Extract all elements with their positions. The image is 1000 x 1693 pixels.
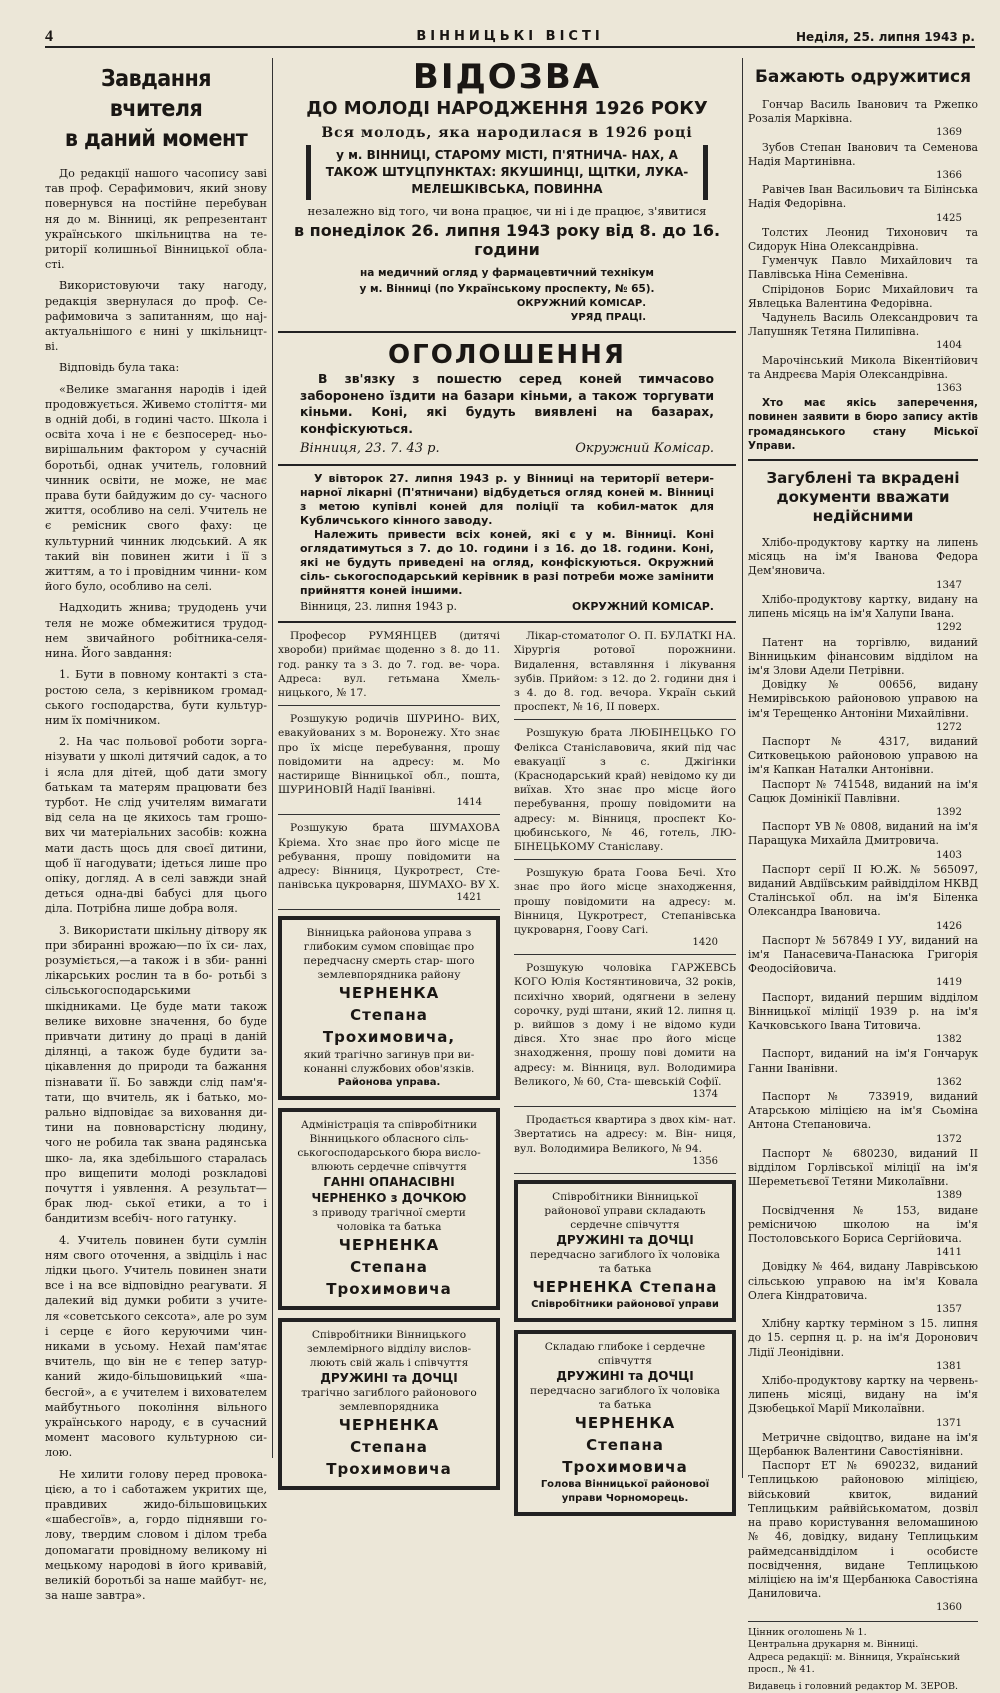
ads-right-column <box>514 629 736 1524</box>
notice-paragraph: У вівторок 27. липня 1943 р. у Вінниці на території ветери- нарної лікарні (П'ятничани) відбудеться огляд коней м. Вінниці з метою купівлі коней для поліції та кобил-маток для Кубличського кінного заводу. <box>300 472 714 528</box>
lost-doc-entry <box>748 1090 978 1147</box>
lost-doc-text: Паспорт, виданий першим відділом Вінницької міліції 1939 р. на ім'я Качковського Івана Титовича. <box>748 990 978 1032</box>
article-paragraph: Не хилити голову перед провока- цією, а то і саботажем укритих ще, правдивих жидо-більшовицьких «шабесгоїв», а, гордо піднявши го- лову, твердим словом і ділом треба допомагати провідному великому ні мецькому народові в його кривавій, великій боротьбі за наше майбут- нє, за наше завтра». <box>45 1467 267 1603</box>
marriage-entry <box>748 183 978 226</box>
ad-number: 1420 <box>692 937 718 949</box>
lost-docs-title: Загублені та вкрадені документи вважати недійсними <box>766 469 960 526</box>
entry-number: 1403 <box>936 849 962 861</box>
divider <box>748 1621 978 1622</box>
lost-doc-entry <box>748 1204 978 1261</box>
vidozva-note: незалежно від того, чи вона працює, чи ні і де працює, з'явитися <box>307 204 707 218</box>
entry-number: 1426 <box>936 920 962 932</box>
lost-doc-entry <box>748 991 978 1048</box>
ad-text: Розшукую брата ШУМАХОВА Кріема. Хто знає про його місце пе ребування, прошу повідомити на адресу: Вінниця, Цукротрест, Сте- панівська цукроварня, ШУМАХО- ВУ Х. <box>278 822 500 892</box>
divider <box>278 464 736 466</box>
entry-number: 1425 <box>936 212 962 224</box>
entry-number: 1362 <box>936 1076 962 1088</box>
entry-number: 1381 <box>936 1360 962 1372</box>
entry-number: 1363 <box>936 383 962 395</box>
vidozva-subtitle: ДО МОЛОДІ НАРОДЖЕННЯ 1926 РОКУ <box>306 98 708 119</box>
ad-text: Розшукую брата Гоова Бечі. Хто знає про його місце знаходження, прошу повідомити на адресу: м. Вінниця, Цукротрест, Степанівська цукроварня, Гоову Сагі. <box>514 867 736 937</box>
marriage-entry <box>748 254 978 282</box>
vidozva-places: у м. ВІННИЦІ, СТАРОМУ МІСТІ, П'ЯТНИЧА- НАХ, А ТАКОЖ ШТУЦПУНКТАХ: ЯКУШИНЦІ, ЩІТКИ, ЛУКА-МЕЛЕШКІВСЬКА, ПОВИННА <box>306 145 708 200</box>
vidozva-title: ВІДОЗВА <box>412 57 602 97</box>
marriage-entry <box>748 141 978 184</box>
ad-text: Лікар-стоматолог О. П. БУЛАТКІ НА. Хірургія ротової порожнини. Видалення, вставляння і лікування зубів. Прийом: з 12. до 2. години дня і з 4. до 8. год. вечора. Україн ський проспект, № 16, II поверх. <box>514 630 736 714</box>
lost-doc-entry <box>748 863 978 934</box>
vidozva-footer-1: на медичний огляд у фармацевтичний технікум <box>359 267 655 280</box>
lost-doc-entry <box>748 536 978 593</box>
entry-number: 1272 <box>936 721 962 733</box>
lost-doc-text: Паспорт № 680230, виданий II відділом Горлівської міліції на ім'я Шереметьєвої Тетяни Миколаївни. <box>748 1146 978 1189</box>
lost-doc-entry <box>748 1431 978 1459</box>
article-paragraph: «Велике змагання народів і ідей продовжується. Живемо століття- ми в одній добі, в годині часто. Школа і освіта хоча і не є безпосеред- ньо-вирішальним фактором у сучасній боротьбі, однак учитель, головний чинник освіти, не може, не має права бути байдужим до су- часного життя, особливо на селі. Учитель не є ремісник свого фаху: це культурний чинник людський. А як такий він повинен жити і її з життям, а то і провідним чинни- ком його було, особливо на селі. <box>45 382 267 594</box>
lost-doc-entry <box>748 593 978 636</box>
marriage-entry <box>748 98 978 141</box>
marriage-names: Гуменчук Павло Михайлович та Павлівська Ніна Семенівна. <box>748 254 978 282</box>
lost-doc-text: Довідку № 00656, видану Немирівською районовою управою на ім'я Терещенко Антоніни Михайлівни. <box>748 678 978 720</box>
classified-ad <box>514 866 736 955</box>
entry-number: 1392 <box>936 806 962 818</box>
marriage-names: Толстих Леонид Тихонович та Сидорук Ніна Олександрівна. <box>748 225 978 254</box>
newspaper-title: ВІННИЦЬКІ ВІСТІ <box>416 29 604 44</box>
entry-number: 1382 <box>936 1034 962 1046</box>
lost-doc-text: Хлібну картку терміном з 15. липня до 15. серпня ц. р. на ім'я Доронович Лідії Леонідівни. <box>748 1317 978 1359</box>
marriage-names: Гончар Василь Іванович та Ржепко Розалія Марківна. <box>748 98 978 126</box>
marriage-names: Спірідонов Борис Михайлович та Явлецька Валентина Федорівна. <box>748 282 978 310</box>
classified-ad <box>514 961 736 1107</box>
lost-doc-text: Паспорт, виданий на ім'я Гончарук Ганни Іванівни. <box>748 1047 978 1075</box>
classified-ad <box>514 629 736 720</box>
notice-footer: Вінниця, 23. липня 1943 р. ОКРУЖНИЙ КОМІСАР. <box>300 600 714 614</box>
lost-doc-entry <box>748 1047 978 1090</box>
entry-number: 1419 <box>936 977 962 989</box>
vidozva-signature-1: ОКРУЖНИЙ КОМІСАР. <box>516 298 646 310</box>
ad-text: Розшукую брата ЛЮБІНЕЦЬКО ГО Фелікса Станіславовича, який під час евакуації з с. Джігінки (Краснодарський край) невідомо ку ди виїхав. Хто знає про місце його перебування, прошу повідомити на адресу: м. Вінниця, проспект Ко- цюбинського, № 46, готель, ЛЮ- БІНЕЦЬКОМУ Станіславу. <box>514 727 736 854</box>
ogoloshennia-text: В зв'язку з пошестю серед коней тимчасово заборонено їздити на базари кіньми, а також торгувати кіньми. Коні, які будуть виявлені на базарах, конфіскуються. <box>300 371 714 436</box>
entry-number: 1404 <box>936 340 962 352</box>
classified-ad <box>278 629 500 706</box>
lost-docs-list <box>748 536 978 1615</box>
article-paragraph: Надходить жнива; трудодень учи теля не може обмежитися трудод- нем звичайного робітника-селя- нина. Його завдання: <box>45 601 267 661</box>
marriages-objection: Хто має якісь заперечення, повинен заявити в бюро запису актів громадянського стану Міської Управи. <box>748 397 978 452</box>
issue-date: Неділя, 25. липня 1943 р. <box>795 30 975 44</box>
lost-doc-text: Посвідчення № 153, видане ремісничою школою на ім'я Постоловського Бориса Сергійовича. <box>748 1203 978 1246</box>
horse-inspection-notice <box>278 472 736 615</box>
divider <box>514 1173 736 1174</box>
lost-doc-text: Хлібо-продуктову картку на липень місяць на ім'я Іванова Федора Дем'яновича. <box>748 536 978 578</box>
lost-doc-entry <box>748 820 978 863</box>
article-paragraph: 4. Учитель повинен бути сумлін ням свого оточення, а звідціль і нас лідки цього. Учитель повинен знати все і на все відповідно реагувати. Я далекий від думки робити з учите- ля «советського сексота», але ро зум і серце є його керуючими чин- никами в усьому. Нехай пам'ятає вчитель, що він не є тепер затур- каний жидо-більшовицький «ша- бесгой», а є учителем і вихователем майбутнього покоління вільного українського народу, є в сучасний момент масового культурною си- лою. <box>45 1233 267 1460</box>
article-body <box>45 166 267 1603</box>
entry-number: 1347 <box>936 579 962 591</box>
vidozva-signature-2: УРЯД ПРАЦІ. <box>570 312 646 324</box>
divider <box>278 909 500 910</box>
marriage-names: Марочінський Микола Вікентійович та Андреєва Марія Олександрівна. <box>748 353 978 381</box>
ad-text: Продається квартира з двох кім- нат. Звертатись на адресу: м. Він- ниця, вул. Володимира Великого, № 94. <box>514 1114 736 1155</box>
ad-number: 1356 <box>692 1155 718 1167</box>
lost-doc-text: Хлібо-продуктову картку, видану на липень місяць на ім'я Халупи Івана. <box>748 592 978 621</box>
lost-doc-entry <box>748 1260 978 1317</box>
entry-number: 1369 <box>936 127 962 139</box>
ads-area <box>278 629 736 1524</box>
article-paragraph: 2. На час польової роботи зорга- нізувати у школі дитячий садок, а то і ясла для дітей, щоб дати змогу батькам та матерям працювати без турбот. Не слід учителям вимагати від села на це якихось там грошо- вих чи матеріальних засобів: кожна мати дасть щось для своєї дитини, щоб її нагодувати; ідеться лише про опіку, догляд. А в селі завжди знай деться одна-дві бабусі для цього діла. Потрібна лише добра воля. <box>45 735 267 916</box>
lost-doc-text: Паспорт № 567849 I УУ, виданий на ім'я Панасевича-Панасюка Григорія Феодосійовича. <box>748 933 978 976</box>
lost-doc-text: Паспорт № 741548, виданий на ім'я Сацюк Домінікії Павлівни. <box>748 777 978 805</box>
lost-doc-entry <box>748 934 978 991</box>
divider <box>514 954 736 955</box>
entry-number: 1292 <box>936 622 962 634</box>
classified-ad <box>514 726 736 860</box>
ad-number: 1374 <box>692 1089 718 1101</box>
marriage-entry <box>748 283 978 311</box>
classified-ad <box>278 821 500 910</box>
right-column <box>748 58 978 1692</box>
lost-doc-text: Паспорт ЕТ № 690232, виданий Теплицькою районовою міліцією, військовий квиток, виданий Теплицьким райвійськоматом, дозвіл на право користування веломашиною № 46, довідку, видану Теплицьким раймедсанвідділом і особисте посвідчення, видане Теплицькою міліцією на ім'я Щербанюка Савостіяна Даниловича. <box>748 1459 978 1601</box>
ad-number: 1414 <box>456 797 482 809</box>
divider <box>278 331 736 333</box>
marriages-list <box>748 98 978 396</box>
lost-doc-text: Хлібо-продуктову картку на червень-липень місяці, видану на ім'я Дзюбецької Марії Миколаївни. <box>748 1374 978 1416</box>
classified-ad <box>278 712 500 815</box>
lost-doc-text: Довідку № 464, видану Лаврівською сільською управою на ім'я Ковала Олега Кіндратовича. <box>748 1260 978 1302</box>
lost-doc-entry <box>748 1374 978 1431</box>
page-number: 4 <box>45 28 53 45</box>
entry-number: 1357 <box>936 1304 962 1316</box>
entry-number: 1371 <box>936 1417 962 1429</box>
article-paragraph: Використовуючи таку нагоду, редакція звернулася до проф. Се- рафимовича з запитанням, що нај- актуальнішого є нині у шкільницт- ві. <box>45 279 267 354</box>
divider <box>514 859 736 860</box>
lost-doc-text: Паспорт серії II Ю.Ж. № 565097, виданий Авдіївським райвідділом НКВД Сталінської обл. на ім'я Біленка Олександра Івановича. <box>748 862 978 919</box>
lost-doc-text: Паспорт УВ № 0808, виданий на ім'я Паращука Михайла Дмитровича. <box>748 820 978 848</box>
divider <box>514 1106 736 1107</box>
column-rule-right <box>742 58 743 1478</box>
lost-doc-entry <box>748 1459 978 1615</box>
mourning-notice: Співробітники Вінницької районової управи складають сердечне співчуття ДРУЖИНІ та ДОЧЦІ передчасно загиблого їх чоловіка та батька ЧЕРНЕНКА Степана Співробітники районової управи <box>514 1180 736 1322</box>
lost-doc-text: Патент на торгівлю, виданий Вінницьким фінансовим відділом на ім'я Злови Адели Петрівни. <box>748 635 978 677</box>
marriage-entry <box>748 354 978 397</box>
lost-doc-text: Паспорт № 733919, виданий Атарською міліцією на ім'я Сьоміна Антона Степановича. <box>748 1090 978 1132</box>
lost-doc-text: Паспорт № 4317, виданий Ситковецькою районовою управою на ім'я Капкан Наталки Антонівни. <box>748 734 978 777</box>
article-paragraph: 3. Використати шкільну дітвору як при збиранні врожаю—по їх си- лах, розуміється,—а також і в зби- ранні лікарських рослин та в бо- ротьбі з сільськогосподарськими шкідниками. Це буде мати також велике виховне значення, бо буде привчати дитину до праці в даній ділянці, а також буде будити за- цікавлення до природи та бажання пізнавати її. Бо завжди слід пам'я- тати, що вчитель, як і батько, мо- рально відповідає за виховання ди- тини на повноварстісну людину, чого не робила так звана радянська шко- ла, яка здебільшого старалась про вищепити молоді розкладові почуття і уявлення. А результат—брак люд- ської етики, а то і бандитизм всебіч- ного гатунку. <box>45 923 267 1226</box>
ad-text: Професор РУМЯНЦЕВ (дитячі хвороби) приймає щоденно з 8. до 11. год. ранку та з 3. до 7. год. ве- чора. Адреса: вул. гетьмана Хмель- ницького, № 17. <box>278 630 500 700</box>
vidozva-lead: Вся молодь, яка народилася в 1926 році <box>321 125 693 141</box>
ads-left-column <box>278 629 500 1524</box>
entry-number: 1411 <box>936 1247 962 1259</box>
center-column <box>278 57 736 1504</box>
article-paragraph: До редакції нашого часопису заві тав проф. Серафимович, який знову повернувся на постійне перебуван ня до м. Вінниці, як репрезентант українського шкільництва на те- риторії колишньої Вінницької обла- сті. <box>45 167 267 272</box>
article-teacher-tasks <box>45 58 267 1603</box>
article-paragraph: Відповідь була така: <box>59 361 180 375</box>
entry-number: 1366 <box>936 170 962 182</box>
article-paragraph: 1. Бути в повному контакті з ста- ростою села, з керівником громад- ського господарства, бути культур- ним їх помічником. <box>45 668 267 727</box>
vidozva-appeal <box>278 58 736 325</box>
marriage-names: Чадунель Василь Олександрович та Лапушняк Тетяна Пилипівна. <box>748 311 978 339</box>
publisher-info: Цінник оголошень № 1. Центральна друкарня м. Вінниці. Адреса редакції: м. Вінниця, Український просп., № 41. Видавець і головний редактор М. ЗЕРОВ. <box>748 1626 960 1692</box>
lost-doc-entry <box>748 1147 978 1204</box>
masthead <box>45 26 975 48</box>
ogoloshennia-footer: Вінниця, 23. 7. 43 р. Окружний Комісар. <box>300 441 714 457</box>
ad-text: Розшукую родичів ШУРИНО- ВИХ, евакуйованих з м. Воронежу. Хто знає про їх місце перебування, прошу повідомити на адресу: м. Мо настирище Вінницької обл., пошта, ШУРИНОВІЙ Надії Іванівні. <box>278 713 500 797</box>
notice-paragraph: Належить привести всіх коней, які є у м. Вінниці. Коні оглядатимуться з 7. до 10. години і з 16. до 18. години. Коні, які не будуть приведені на огляд, конфіскуються. Окружний сіль- ськогосподарський керівник в разі потреби може замінити прийняття коней іншими. <box>300 528 714 598</box>
classified-ad <box>514 1113 736 1174</box>
divider <box>278 814 500 815</box>
entry-number: 1360 <box>936 1602 962 1614</box>
lost-doc-entry <box>748 778 978 821</box>
ad-text: Розшукую чоловіка ГАРЖЕВСЬ КОГО Юлія Костянтиновича, 32 років, психічно хворий, одягнени в зелену сорочку, руді штани, який 12. липня ц. р. вийшов з дому і не відомо куди дівся. Хто знає про його місце знаходження, прошу пові домити на адресу: м. Вінниця, вул. Володимира Великого, № 60, Ста- шевській Софії. <box>514 962 736 1088</box>
divider <box>278 705 500 706</box>
entry-number: 1372 <box>936 1133 962 1145</box>
marriages-title: Бажають одружитися <box>754 67 972 87</box>
mourning-notice: Складаю глибоке і сердечне співчуття ДРУЖИНІ та ДОЧЦІ передчасно загиблого їх чоловіка та батька ЧЕРНЕНКА Степана Трохимовича Голова Вінницької районової управи Чорноморець. <box>514 1330 736 1516</box>
lost-doc-entry <box>748 1317 978 1374</box>
divider <box>278 621 736 623</box>
article-title: Завдання вчителя в даний момент <box>64 66 248 152</box>
marriage-names: Зубов Степан Іванович та Семенова Надія Мартинівна. <box>748 140 978 168</box>
mourning-notice: Адміністрація та співробітники Вінницького обласного сіль- ськогосподарського бюра висло- влюють сердечне співчуття ГАННІ ОПАНАСІВНІ ЧЕРНЕНКО з ДОЧКОЮ з приводу трагічної смерти чоловіка та батька ЧЕРНЕНКА Степана Трохимовича <box>278 1108 500 1310</box>
divider <box>514 719 736 720</box>
lost-doc-text: Метричне свідоцтво, видане на ім'я Щербанюк Валентини Савостіянівни. <box>748 1430 978 1459</box>
vidozva-date: в понеділок 26. липня 1943 року від 8. до 16. години <box>293 221 721 260</box>
marriage-entry <box>748 311 978 354</box>
marriage-entry <box>748 226 978 254</box>
lost-doc-entry <box>748 678 978 735</box>
ad-number: 1421 <box>456 892 482 904</box>
mourning-notice: Співробітники Вінницького землемірного відділу вислов- люють свій жаль і співчуття ДРУЖИНІ та ДОЧЦІ трагічно загиблого районового землевпорядника ЧЕРНЕНКА Степана Трохимовича <box>278 1318 500 1490</box>
vidozva-footer-2: у м. Вінниці (по Українському проспекту, № 65). <box>359 283 655 296</box>
mourning-notice: Вінницька районова управа з глибоким сумом сповіщає про передчасну смерть стар- шого землевпорядника району ЧЕРНЕНКА Степана Трохимовича, який трагічно загинув при ви- конанні службових обов'язків. Районова управа. <box>278 916 500 1100</box>
lost-doc-entry <box>748 735 978 778</box>
lost-doc-entry <box>748 636 978 679</box>
ogoloshennia-title: ОГОЛОШЕННЯ <box>388 340 626 371</box>
column-rule-left <box>272 58 273 1458</box>
entry-number: 1389 <box>936 1190 962 1202</box>
ogoloshennia <box>278 339 736 458</box>
marriage-names: Равічев Іван Васильович та Білінська Надія Федорівна. <box>748 183 978 211</box>
divider <box>748 459 978 461</box>
